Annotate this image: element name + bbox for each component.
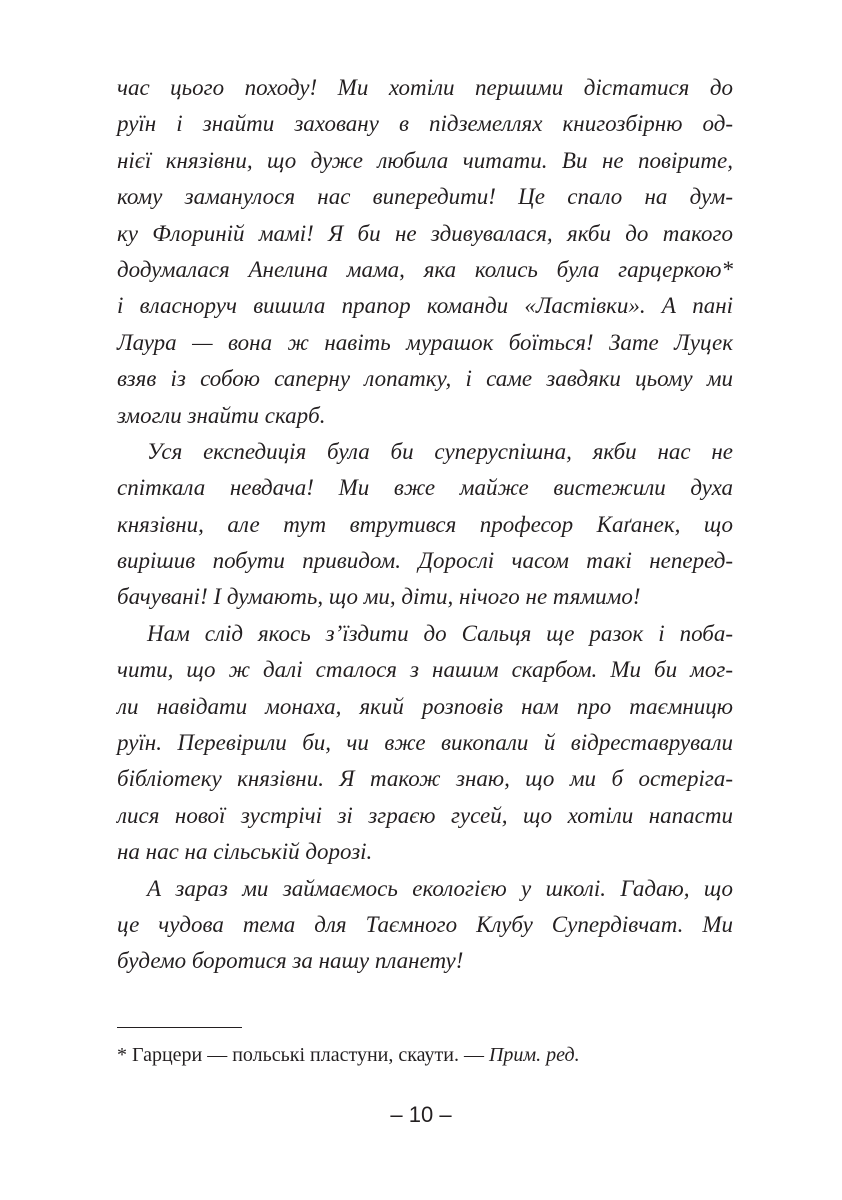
footnote-divider [117,1027,242,1028]
footnote-text: * Гарцери — польські пластуни, скаути. — [117,1044,489,1066]
paragraph [117,871,733,980]
text-line: князівни, але тут втрутився професор Каґанек, що [117,511,733,537]
text-line: Лаура — вона ж навіть мурашок боїться! Зате Луцек [117,329,733,355]
text-line: спіткала невдача! Ми вже майже вистежили духа [117,475,733,501]
page-number: – 10 – [390,1102,452,1127]
text-line: вирішив побути привидом. Дорослі часом такі неперед- [117,548,733,574]
text-line: Уся експедиція була би суперуспішна, якби нас не [147,438,733,464]
paragraph [117,70,733,434]
text-line: на нас на сільській дорозі. [117,839,373,865]
footnote-editor-note: Прим. ред. [488,1044,580,1066]
text-line: нієї князівни, що дуже любила читати. Ви не повірите, [117,147,733,173]
text-line: бібліотеку князівни. Я також знаю, що ми б остеріга- [117,766,733,792]
paragraph [117,616,733,871]
text-line: кому заманулося нас випередити! Це спало на дум- [117,184,733,210]
text-line: будемо боротися за нашу планету! [117,948,464,974]
text-line: лися нової зустрічі зі зграєю гусей, що хотіли напасти [117,802,733,828]
text-line: додумалася Анелина мама, яка колись була гарцеркою* [117,256,733,282]
text-line: взяв із собою саперну лопатку, і саме завдяки цьому ми [117,366,733,392]
text-line: і власноруч вишила прапор команди «Ластівки». А пані [117,293,733,319]
text-line: змогли знайти скарб. [117,402,326,428]
text-line: ку Флориній мамі! Я би не здивувалася, якби до такого [117,220,733,246]
text-line: бачувані! І думають, що ми, діти, нічого не тямимо! [117,584,641,610]
text-line: час цього походу! Ми хотіли першими дістатися до [117,75,733,100]
text-line: руїн і знайти заховану в підземеллях книгозбірню од- [117,111,733,137]
footnote [117,1044,580,1067]
body-text [117,70,733,980]
paragraph [117,434,733,616]
text-line: чити, що ж далі сталося з нашим скарбом. Ми би мог- [117,657,733,683]
text-line: А зараз ми займаємось екологією у школі. Гадаю, що [147,875,733,901]
text-line: Нам слід якось з’їздити до Сальця ще разок і поба- [147,620,733,646]
text-line: руїн. Перевірили би, чи вже викопали й відреставрували [117,730,733,756]
text-line: ли навідати монаха, який розповів нам про таємницю [117,693,733,719]
text-line: це чудова тема для Таємного Клубу Супердівчат. Ми [117,911,733,937]
